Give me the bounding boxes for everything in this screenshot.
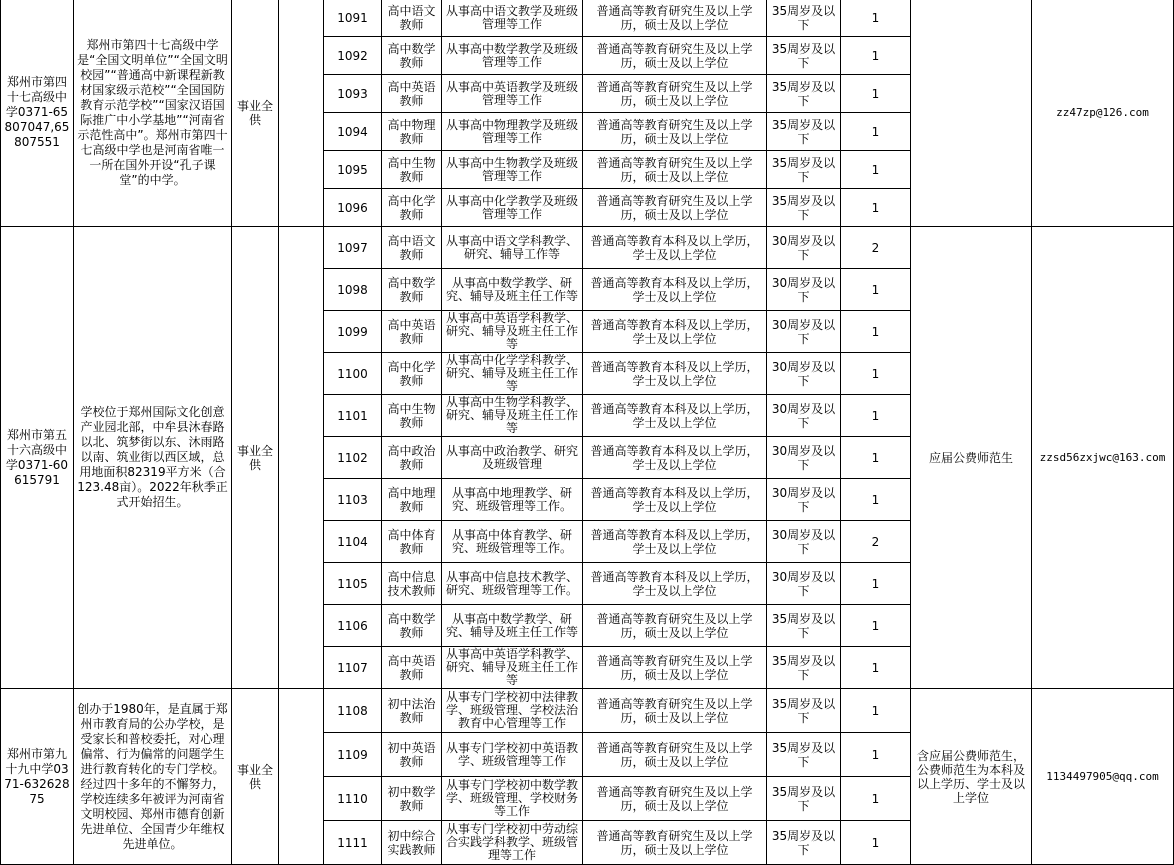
blank-cell <box>279 689 324 865</box>
position-name-cell <box>382 563 442 605</box>
age-cell <box>767 733 841 777</box>
position-name-cell <box>382 311 442 353</box>
job-duty-cell <box>442 479 583 521</box>
job-duty-cell <box>442 563 583 605</box>
age-cell <box>767 113 841 151</box>
headcount-cell <box>841 395 911 437</box>
headcount-cell-text: 2 <box>871 534 880 549</box>
position-name-cell <box>382 479 442 521</box>
school-intro-cell-text: 创办于1980年，是直属于郑州市教育局的公办学校，是受家长和普校委托，对心理偏常、行为偏常的问题学生进行教育转化的专门学校。经过四十多年的不懈努力，学校连续多年被评为河南省文明校园、郑州市德育创新先进单位、全国青少年维权先进单位。 <box>77 701 228 851</box>
position-code-cell-text: 1110 <box>337 791 368 806</box>
position-name-cell-text: 高中语文教师 <box>387 3 436 32</box>
headcount-cell <box>841 733 911 777</box>
headcount-cell-text: 1 <box>871 86 880 101</box>
education-cell-text: 普通高等教育研究生及以上学历，硕士及以上学位 <box>596 193 753 222</box>
education-cell <box>583 395 767 437</box>
job-duty-cell-text: 从事高中信息技术教学、研究、班级管理等工作。 <box>445 569 578 597</box>
age-cell-text: 30周岁及以下 <box>771 527 836 556</box>
job-duty-cell <box>442 113 583 151</box>
position-code-cell <box>324 311 382 353</box>
school-intro-cell-text: 郑州市第四十七高级中学是“全国文明单位”“全国文明校园”“普通高中新课程新教材国家级示范校”“全国国防教育示范学校”“国家汉语国际推广中小学基地”“河南省示范性高中”。郑州市第四十七高级中学也是河南省唯一一所在国外开设“孔子课堂”的中学。 <box>77 37 228 187</box>
position-name-cell-text: 初中英语教师 <box>387 740 436 769</box>
position-code-cell-text: 1108 <box>337 703 368 718</box>
job-duty-cell <box>442 821 583 865</box>
position-code-cell <box>324 605 382 647</box>
position-code-cell-text: 1099 <box>337 324 368 339</box>
headcount-cell <box>841 189 911 227</box>
position-code-cell-text: 1103 <box>337 492 368 507</box>
headcount-cell-text: 1 <box>871 492 880 507</box>
funding-type-cell <box>232 689 279 865</box>
job-duty-cell-text: 从事高中生物学科教学、研究、辅导及班主任工作等 <box>445 395 578 435</box>
position-name-cell <box>382 269 442 311</box>
headcount-cell-text: 1 <box>871 576 880 591</box>
age-cell-text: 35周岁及以下 <box>771 740 836 769</box>
position-name-cell <box>382 113 442 151</box>
blank-cell <box>279 227 324 689</box>
age-cell-text: 30周岁及以下 <box>771 317 836 346</box>
job-duty-cell <box>442 395 583 437</box>
headcount-cell-text: 1 <box>871 10 880 25</box>
school-name-cell <box>1 689 74 865</box>
education-cell <box>583 521 767 563</box>
headcount-cell <box>841 563 911 605</box>
headcount-cell <box>841 113 911 151</box>
position-name-cell <box>382 689 442 733</box>
position-code-cell <box>324 647 382 689</box>
job-duty-cell-text: 从事高中体育教学、研究、班级管理等工作。 <box>451 527 572 555</box>
email-cell <box>1032 227 1174 689</box>
position-code-cell-text: 1101 <box>337 408 368 423</box>
age-cell-text: 30周岁及以下 <box>771 569 836 598</box>
position-name-cell <box>382 437 442 479</box>
position-code-cell-text: 1095 <box>337 162 368 177</box>
job-duty-cell <box>442 521 583 563</box>
education-cell <box>583 113 767 151</box>
job-duty-cell <box>442 0 583 37</box>
funding-type-cell-text: 事业全供 <box>236 762 273 791</box>
age-cell-text: 35周岁及以下 <box>771 611 836 640</box>
education-cell <box>583 437 767 479</box>
email-cell <box>1032 0 1174 227</box>
remark-cell <box>911 0 1032 227</box>
position-code-cell-text: 1091 <box>337 10 368 25</box>
position-name-cell <box>382 821 442 865</box>
position-name-cell <box>382 37 442 75</box>
age-cell <box>767 521 841 563</box>
position-name-cell-text: 高中生物教师 <box>387 155 436 184</box>
job-duty-cell <box>442 311 583 353</box>
age-cell <box>767 689 841 733</box>
age-cell <box>767 353 841 395</box>
position-code-cell-text: 1092 <box>337 48 368 63</box>
education-cell-text: 普通高等教育研究生及以上学历，硕士及以上学位 <box>596 79 753 108</box>
job-duty-cell-text: 从事高中语文学科教学、研究、辅导工作等 <box>445 233 578 261</box>
position-name-cell <box>382 353 442 395</box>
education-cell-text: 普通高等教育本科及以上学历，学士及以上学位 <box>590 569 759 598</box>
headcount-cell <box>841 37 911 75</box>
age-cell <box>767 563 841 605</box>
age-cell-text: 30周岁及以下 <box>771 485 836 514</box>
position-code-cell <box>324 733 382 777</box>
position-name-cell-text: 高中数学教师 <box>387 275 436 304</box>
job-duty-cell-text: 从事高中物理教学及班级管理等工作 <box>445 117 578 145</box>
job-duty-cell-text: 从事专门学校初中法律教学、班级管理、学校法治教育中心管理等工作 <box>445 690 578 730</box>
position-code-cell-text: 1106 <box>337 618 368 633</box>
position-name-cell-text: 高中地理教师 <box>387 485 436 514</box>
age-cell <box>767 75 841 113</box>
education-cell-text: 普通高等教育研究生及以上学历，硕士及以上学位 <box>596 653 753 682</box>
job-duty-cell-text: 从事高中英语学科教学、研究、辅导及班主任工作等 <box>445 647 578 687</box>
education-cell-text: 普通高等教育本科及以上学历，学士及以上学位 <box>590 233 759 262</box>
position-name-cell-text: 初中法治教师 <box>387 696 436 725</box>
age-cell <box>767 395 841 437</box>
funding-type-cell-text: 事业全供 <box>236 98 273 127</box>
position-code-cell-text: 1097 <box>337 240 368 255</box>
job-duty-cell <box>442 151 583 189</box>
education-cell <box>583 189 767 227</box>
position-code-cell <box>324 113 382 151</box>
school-intro-cell-text: 学校位于郑州国际文化创意产业园北部，中牟县沐春路以北、筑梦街以东、沐雨路以南、筑业街以西区域，总用地面积82319平方米（合123.48亩）。2022年秋季正式开始招生。 <box>77 405 228 509</box>
job-duty-cell-text: 从事高中化学教学及班级管理等工作 <box>445 193 578 221</box>
position-code-cell-text: 1098 <box>337 282 368 297</box>
funding-type-cell <box>232 227 279 689</box>
position-name-cell <box>382 777 442 821</box>
position-code-cell-text: 1100 <box>337 366 368 381</box>
education-cell <box>583 479 767 521</box>
position-code-cell <box>324 521 382 563</box>
education-cell-text: 普通高等教育研究生及以上学历，硕士及以上学位 <box>596 41 753 70</box>
headcount-cell-text: 1 <box>871 660 880 675</box>
headcount-cell-text: 1 <box>871 200 880 215</box>
position-code-cell <box>324 227 382 269</box>
education-cell <box>583 689 767 733</box>
age-cell <box>767 479 841 521</box>
position-code-cell <box>324 821 382 865</box>
headcount-cell-text: 1 <box>871 791 880 806</box>
email-cell <box>1032 689 1174 865</box>
job-duty-cell <box>442 227 583 269</box>
position-code-cell <box>324 563 382 605</box>
job-duty-cell <box>442 189 583 227</box>
headcount-cell <box>841 227 911 269</box>
job-duty-cell-text: 从事高中数学教学及班级管理等工作 <box>445 41 578 69</box>
job-duty-cell <box>442 647 583 689</box>
position-name-cell <box>382 227 442 269</box>
position-code-cell <box>324 75 382 113</box>
position-code-cell-text: 1094 <box>337 124 368 139</box>
position-name-cell <box>382 189 442 227</box>
age-cell-text: 30周岁及以下 <box>771 359 836 388</box>
age-cell-text: 35周岁及以下 <box>771 653 836 682</box>
job-duty-cell-text: 从事高中数学教学、研究、辅导及班主任工作等 <box>445 275 578 303</box>
job-duty-cell <box>442 777 583 821</box>
position-name-cell-text: 高中数学教师 <box>387 41 436 70</box>
education-cell-text: 普通高等教育研究生及以上学历，硕士及以上学位 <box>596 117 753 146</box>
headcount-cell <box>841 269 911 311</box>
headcount-cell-text: 1 <box>871 366 880 381</box>
headcount-cell-text: 1 <box>871 618 880 633</box>
age-cell-text: 30周岁及以下 <box>771 401 836 430</box>
headcount-cell <box>841 647 911 689</box>
job-duty-cell-text: 从事高中政治教学、研究及班级管理 <box>445 443 578 471</box>
position-code-cell <box>324 777 382 821</box>
headcount-cell <box>841 151 911 189</box>
position-name-cell-text: 高中化学教师 <box>387 359 436 388</box>
headcount-cell <box>841 311 911 353</box>
blank-cell <box>279 0 324 227</box>
headcount-cell-text: 1 <box>871 162 880 177</box>
education-cell-text: 普通高等教育本科及以上学历，学士及以上学位 <box>590 401 759 430</box>
education-cell-text: 普通高等教育本科及以上学历，学士及以上学位 <box>590 527 759 556</box>
job-duty-cell-text: 从事高中语文教学及班级管理等工作 <box>445 3 578 31</box>
position-name-cell <box>382 605 442 647</box>
age-cell <box>767 189 841 227</box>
headcount-cell <box>841 479 911 521</box>
table-row <box>1 0 1174 37</box>
position-code-cell-text: 1104 <box>337 534 368 549</box>
headcount-cell-text: 1 <box>871 324 880 339</box>
position-code-cell <box>324 189 382 227</box>
position-code-cell-text: 1105 <box>337 576 368 591</box>
headcount-cell <box>841 521 911 563</box>
position-code-cell-text: 1096 <box>337 200 368 215</box>
age-cell <box>767 311 841 353</box>
age-cell-text: 35周岁及以下 <box>771 155 836 184</box>
position-code-cell <box>324 269 382 311</box>
job-duty-cell-text: 从事专门学校初中劳动综合实践学科教学、班级管理等工作 <box>445 822 578 862</box>
age-cell <box>767 647 841 689</box>
age-cell-text: 35周岁及以下 <box>771 193 836 222</box>
position-code-cell-text: 1107 <box>337 660 368 675</box>
education-cell-text: 普通高等教育本科及以上学历，学士及以上学位 <box>590 317 759 346</box>
education-cell <box>583 37 767 75</box>
headcount-cell <box>841 0 911 37</box>
headcount-cell-text: 1 <box>871 124 880 139</box>
headcount-cell <box>841 605 911 647</box>
remark-cell <box>911 689 1032 865</box>
education-cell <box>583 227 767 269</box>
age-cell <box>767 777 841 821</box>
education-cell-text: 普通高等教育本科及以上学历，学士及以上学位 <box>590 485 759 514</box>
age-cell-text: 35周岁及以下 <box>771 79 836 108</box>
position-name-cell <box>382 521 442 563</box>
school-intro-cell <box>74 227 232 689</box>
position-name-cell <box>382 0 442 37</box>
headcount-cell-text: 1 <box>871 450 880 465</box>
education-cell <box>583 269 767 311</box>
position-name-cell-text: 初中综合实践教师 <box>387 828 436 857</box>
age-cell-text: 35周岁及以下 <box>771 117 836 146</box>
age-cell-text: 35周岁及以下 <box>771 41 836 70</box>
funding-type-cell-text: 事业全供 <box>236 443 273 472</box>
position-code-cell-text: 1111 <box>337 835 368 850</box>
remark-cell <box>911 227 1032 689</box>
position-name-cell-text: 高中英语教师 <box>387 317 436 346</box>
age-cell <box>767 821 841 865</box>
age-cell <box>767 437 841 479</box>
education-cell-text: 普通高等教育研究生及以上学历，硕士及以上学位 <box>596 740 753 769</box>
school-name-cell <box>1 227 74 689</box>
position-name-cell-text: 高中英语教师 <box>387 79 436 108</box>
position-code-cell <box>324 37 382 75</box>
age-cell <box>767 605 841 647</box>
job-duty-cell-text: 从事高中生物教学及班级管理等工作 <box>445 155 578 183</box>
position-code-cell <box>324 689 382 733</box>
job-duty-cell <box>442 353 583 395</box>
remark-cell-text: 含应届公费师范生，公费师范生为本科及以上学历、学士及以上学位 <box>916 748 1025 805</box>
job-duty-cell <box>442 605 583 647</box>
job-duty-cell <box>442 437 583 479</box>
table-row <box>1 689 1174 733</box>
position-name-cell-text: 高中英语教师 <box>387 653 436 682</box>
position-name-cell <box>382 151 442 189</box>
position-name-cell-text: 高中生物教师 <box>387 401 436 430</box>
school-intro-cell <box>74 689 232 865</box>
email-cell-text: zzsd56zxjwc@163.com <box>1039 450 1166 464</box>
school-name-cell <box>1 0 74 227</box>
education-cell <box>583 777 767 821</box>
education-cell-text: 普通高等教育研究生及以上学历，硕士及以上学位 <box>596 611 753 640</box>
job-duty-cell-text: 从事专门学校初中英语教学、班级管理等工作 <box>445 740 578 768</box>
headcount-cell <box>841 353 911 395</box>
education-cell <box>583 75 767 113</box>
position-name-cell-text: 高中化学教师 <box>387 193 436 222</box>
email-cell-text: 1134497905@qq.com <box>1046 769 1159 783</box>
age-cell-text: 35周岁及以下 <box>771 3 836 32</box>
position-name-cell <box>382 75 442 113</box>
education-cell <box>583 821 767 865</box>
headcount-cell-text: 1 <box>871 747 880 762</box>
position-name-cell <box>382 647 442 689</box>
position-code-cell-text: 1093 <box>337 86 368 101</box>
job-duty-cell-text: 从事高中数学教学、研究、辅导及班主任工作等 <box>445 611 578 639</box>
job-duty-cell-text: 从事高中地理教学、研究、班级管理等工作。 <box>451 485 572 513</box>
age-cell-text: 35周岁及以下 <box>771 784 836 813</box>
school-name-cell-text: 郑州市第五十六高级中学0371-60615791 <box>5 427 69 487</box>
job-duty-cell-text: 从事高中英语教学及班级管理等工作 <box>445 79 578 107</box>
position-code-cell <box>324 353 382 395</box>
education-cell <box>583 605 767 647</box>
table-body <box>1 0 1174 865</box>
job-duty-cell-text: 从事高中英语学科教学、研究、辅导及班主任工作等 <box>445 311 578 351</box>
education-cell-text: 普通高等教育研究生及以上学历，硕士及以上学位 <box>596 155 753 184</box>
age-cell <box>767 269 841 311</box>
education-cell <box>583 311 767 353</box>
age-cell-text: 35周岁及以下 <box>771 696 836 725</box>
job-duty-cell <box>442 269 583 311</box>
age-cell-text: 30周岁及以下 <box>771 233 836 262</box>
headcount-cell <box>841 689 911 733</box>
education-cell-text: 普通高等教育本科及以上学历，学士及以上学位 <box>590 443 759 472</box>
education-cell-text: 普通高等教育研究生及以上学历，硕士及以上学位 <box>596 828 753 857</box>
headcount-cell-text: 1 <box>871 282 880 297</box>
age-cell-text: 30周岁及以下 <box>771 275 836 304</box>
headcount-cell <box>841 75 911 113</box>
position-name-cell <box>382 395 442 437</box>
age-cell-text: 35周岁及以下 <box>771 828 836 857</box>
education-cell-text: 普通高等教育本科及以上学历，学士及以上学位 <box>590 359 759 388</box>
position-code-cell <box>324 395 382 437</box>
position-name-cell-text: 高中物理教师 <box>387 117 436 146</box>
position-name-cell-text: 高中数学教师 <box>387 611 436 640</box>
headcount-cell <box>841 777 911 821</box>
education-cell-text: 普通高等教育研究生及以上学历，硕士及以上学位 <box>596 3 753 32</box>
education-cell <box>583 0 767 37</box>
position-name-cell-text: 高中政治教师 <box>387 443 436 472</box>
job-duty-cell <box>442 75 583 113</box>
position-code-cell <box>324 479 382 521</box>
job-duty-cell <box>442 37 583 75</box>
funding-type-cell <box>232 0 279 227</box>
education-cell <box>583 151 767 189</box>
headcount-cell <box>841 821 911 865</box>
position-code-cell <box>324 0 382 37</box>
school-name-cell-text: 郑州市第四十七高级中学0371-65807047,65807551 <box>4 75 70 149</box>
school-intro-cell <box>74 0 232 227</box>
position-code-cell-text: 1109 <box>337 747 368 762</box>
job-duty-cell <box>442 733 583 777</box>
job-duty-cell-text: 从事专门学校初中数学教学、班级管理、学校财务等工作 <box>445 778 578 818</box>
headcount-cell-text: 1 <box>871 835 880 850</box>
headcount-cell-text: 1 <box>871 48 880 63</box>
position-name-cell-text: 初中数学教师 <box>387 784 436 813</box>
headcount-cell-text: 1 <box>871 703 880 718</box>
education-cell-text: 普通高等教育研究生及以上学历，硕士及以上学位 <box>596 696 753 725</box>
position-name-cell <box>382 733 442 777</box>
headcount-cell-text: 1 <box>871 408 880 423</box>
position-code-cell <box>324 437 382 479</box>
education-cell <box>583 563 767 605</box>
email-cell-text: zz47zp@126.com <box>1056 105 1149 119</box>
headcount-cell-text: 2 <box>871 240 880 255</box>
age-cell <box>767 37 841 75</box>
position-code-cell <box>324 151 382 189</box>
job-duty-cell-text: 从事高中化学学科教学、研究、辅导及班主任工作等 <box>445 353 578 393</box>
position-name-cell-text: 高中体育教师 <box>387 527 436 556</box>
education-cell-text: 普通高等教育本科及以上学历，学士及以上学位 <box>590 275 759 304</box>
education-cell-text: 普通高等教育研究生及以上学历，硕士及以上学位 <box>596 784 753 813</box>
headcount-cell <box>841 437 911 479</box>
position-name-cell-text: 高中信息技术教师 <box>387 569 436 598</box>
age-cell <box>767 227 841 269</box>
remark-cell-text: 应届公费师范生 <box>928 450 1013 465</box>
education-cell <box>583 733 767 777</box>
age-cell <box>767 0 841 37</box>
education-cell <box>583 647 767 689</box>
position-code-cell-text: 1102 <box>337 450 368 465</box>
position-name-cell-text: 高中语文教师 <box>387 233 436 262</box>
table-row <box>1 227 1174 269</box>
age-cell-text: 30周岁及以下 <box>771 443 836 472</box>
school-name-cell-text: 郑州市第九十九中学0371-63262875 <box>4 746 70 806</box>
age-cell <box>767 151 841 189</box>
job-duty-cell <box>442 689 583 733</box>
education-cell <box>583 353 767 395</box>
